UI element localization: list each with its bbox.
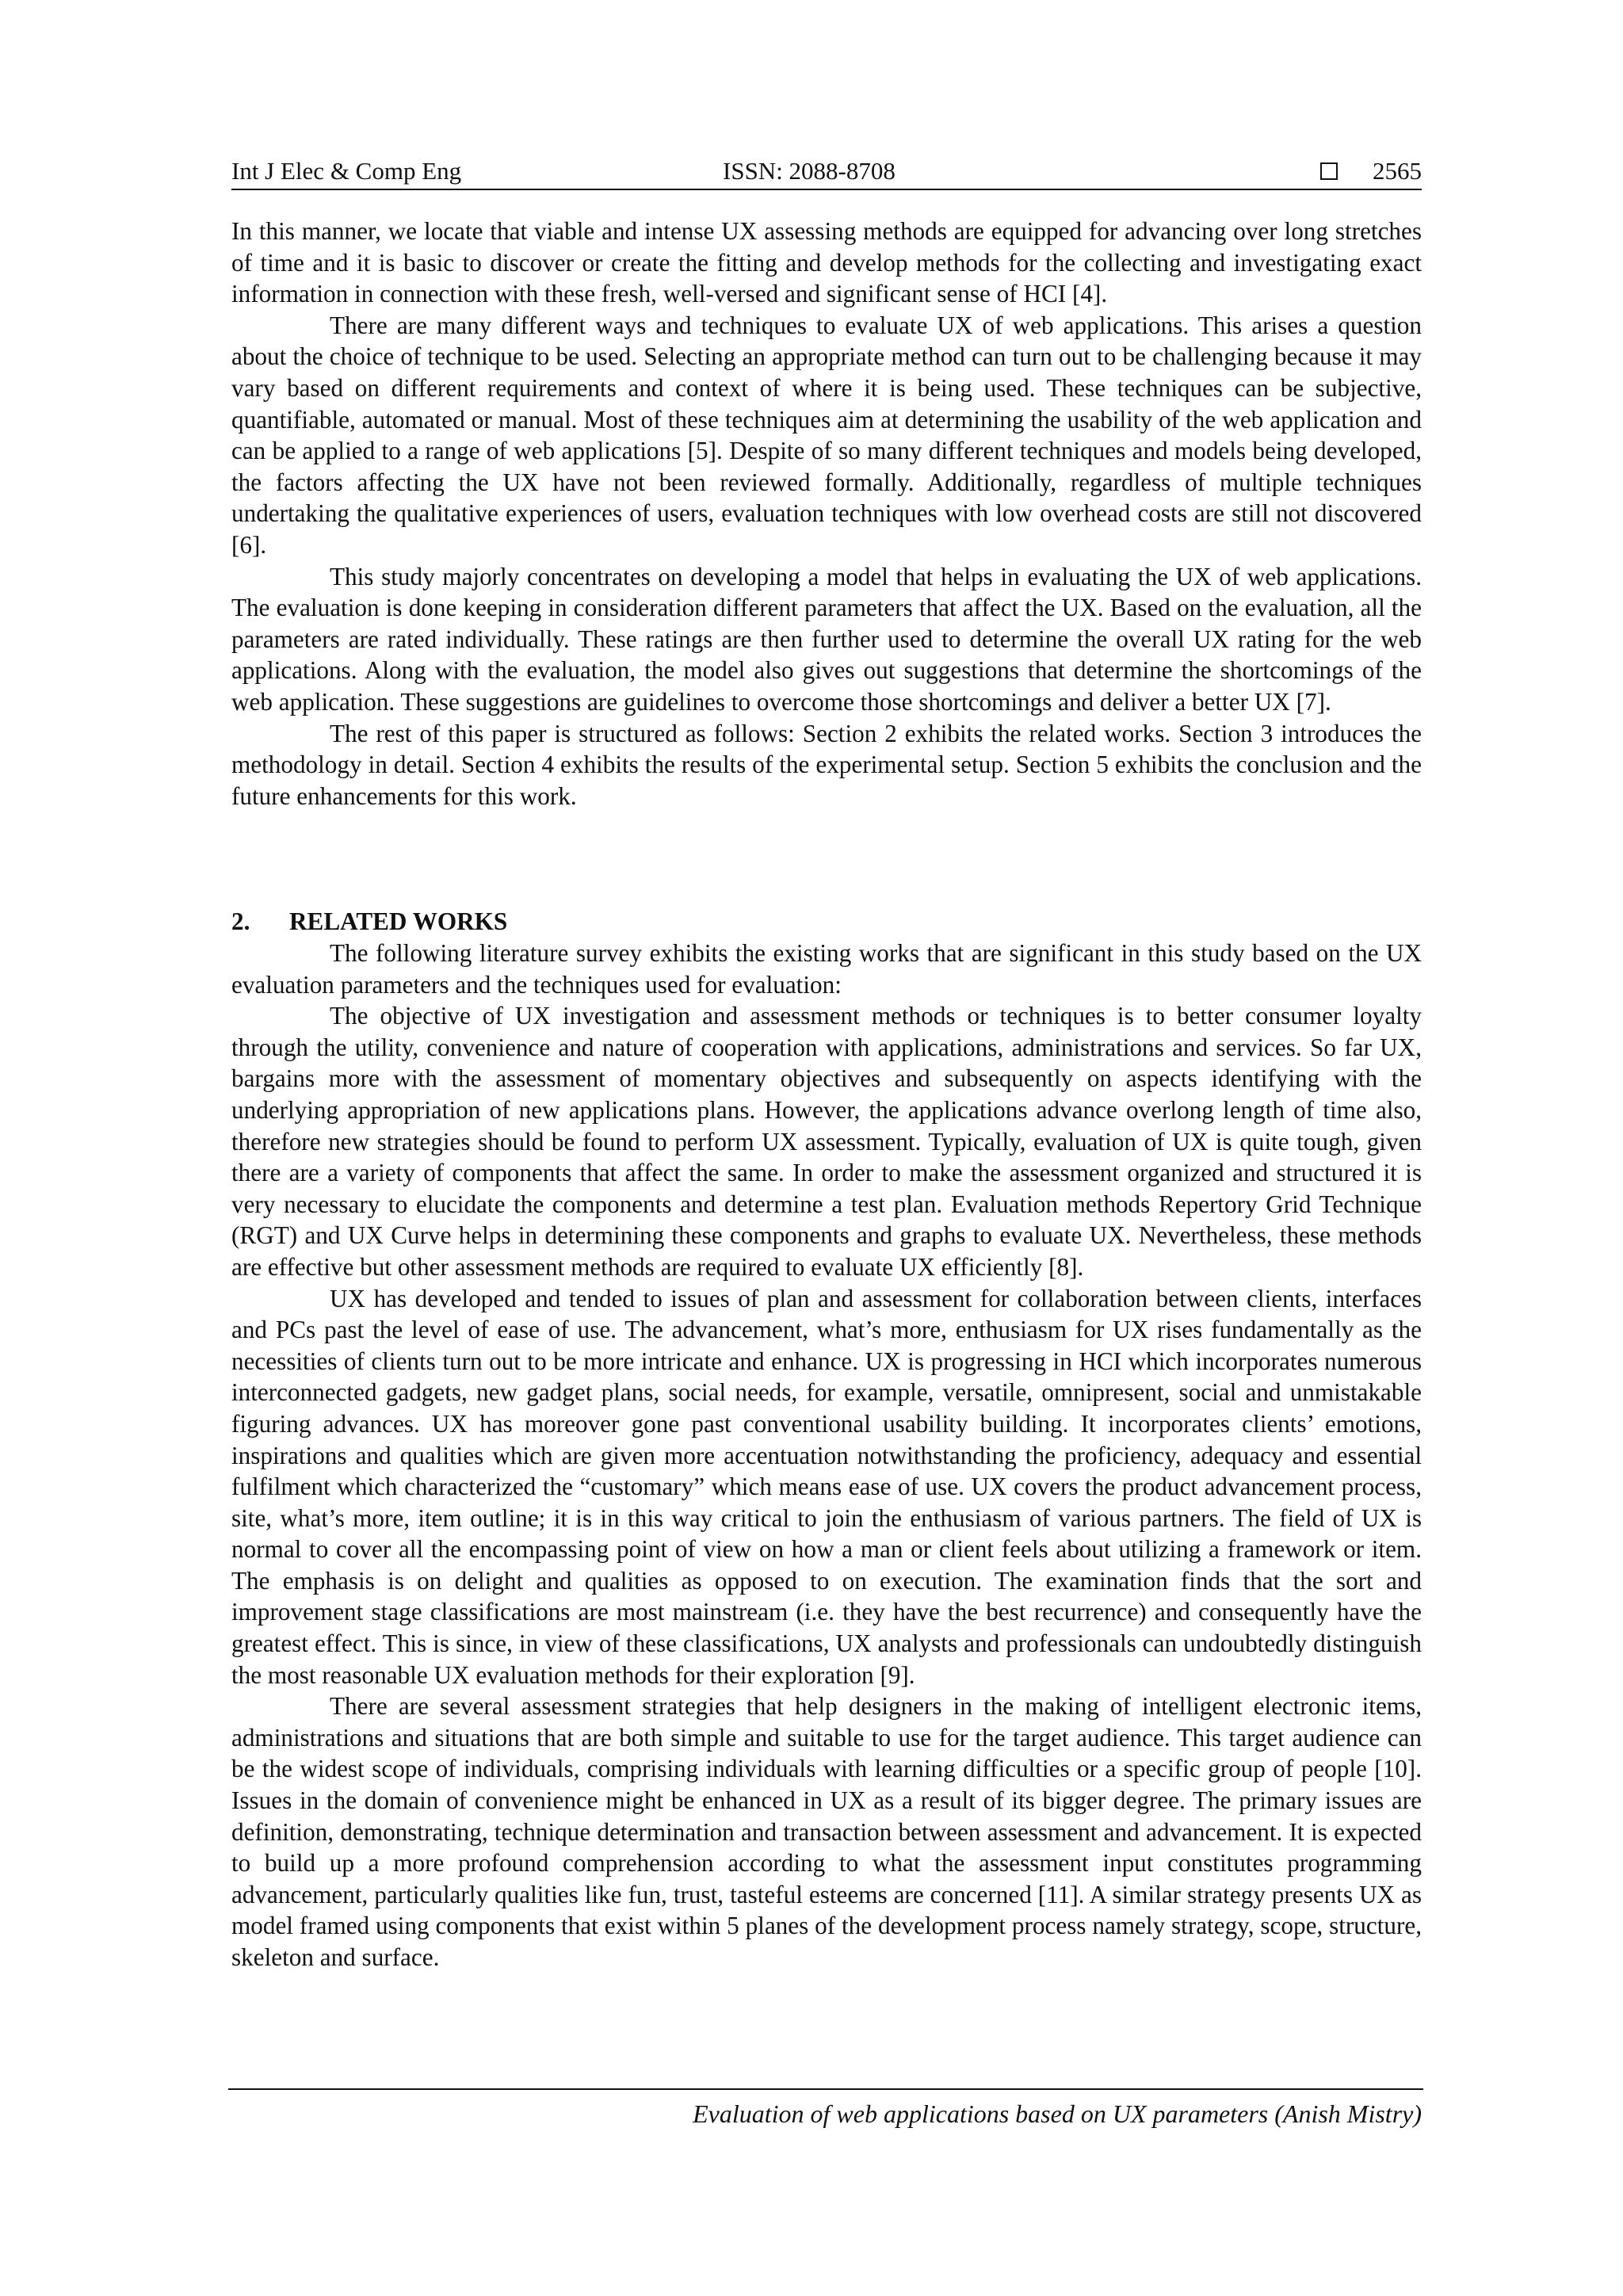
related-works-section [231, 938, 1422, 1973]
section-title-text: RELATED WORKS [289, 907, 508, 935]
section-heading [231, 906, 1422, 938]
related-paragraph-2: The objective of UX investigation and assessment methods or techniques is to better consumer loyalty through the utility, convenience and nature of cooperation with applications, administrations and services. So far UX, bargains more with the assessment of momentary objectives and subsequently on aspects identifying with the underlying appropriation of new applications plans. However, the applications advance overlong length of time also, therefore new strategies should be found to perform UX assessment. Typically, evaluation of UX is quite tough, given there are a variety of components that affect the same. In order to make the assessment organized and structured it is very necessary to elucidate the components and determine a test plan. Evaluation methods Repertory Grid Technique (RGT) and UX Curve helps in determining these components and graphs to evaluate UX. Nevertheless, these methods are effective but other assessment methods are required to evaluate UX efficiently [8]. [231, 1002, 1422, 1281]
running-header [231, 152, 1422, 190]
related-paragraph-4: There are several assessment strategies that help designers in the making of intelligent electronic items, administrations and situations that are both simple and suitable to use for the target audience. This target audience can be the widest scope of individuals, comprising individuals with learning difficulties or a specific group of people [10]. Issues in the domain of convenience might be enhanced in UX as a result of its bigger degree. The primary issues are definition, demonstrating, technique determination and transaction between assessment and advancement. It is expected to build up a more profound comprehension according to what the assessment input constitutes programming advancement, particularly qualities like fun, trust, tasteful esteems are concerned [11]. A similar strategy presents UX as model framed using components that exist within 5 planes of the development process namely strategy, scope, structure, skeleton and surface. [231, 1692, 1422, 1971]
header-rule [231, 189, 1422, 190]
footer-rule [228, 2088, 1423, 2090]
intro-section [231, 216, 1422, 812]
running-footer: Evaluation of web applications based on UX parameters (Anish Mistry) [693, 2099, 1422, 2128]
related-paragraph-3: UX has developed and tended to issues of plan and assessment for collaboration between clients, interfaces and PCs past the level of ease of use. The advancement, what’s more, enthusiasm for UX rises fundamentally as the necessities of clients turn out to be more intricate and enhance. UX is progressing in HCI which incorporates numerous interconnected gadgets, new gadget plans, social needs, for example, versatile, omnipresent, social and unmistakable figuring advances. UX has moreover gone past conventional usability building. It incorporates clients’ emotions, inspirations and qualities which are given more accentuation notwithstanding the proficiency, adequacy and essential fulfilment which characterized the “customary” which means ease of use. UX covers the product advancement process, site, what’s more, item outline; it is in this way critical to join the enthusiasm of various partners. The field of UX is normal to cover all the encompassing point of view on how a man or client feels about utilizing a framework or item. The emphasis is on delight and qualities as opposed to on execution. The examination finds that the sort and improvement stage classifications are most mainstream (i.e. they have the best recurrence) and consequently have the greatest effect. This is since, in view of these classifications, UX analysts and professionals can undoubtedly distinguish the most reasonable UX evaluation methods for their exploration [9]. [231, 1284, 1422, 1689]
related-paragraph-1: The following literature survey exhibits the existing works that are significant in this study based on the UX evaluation parameters and the techniques used for evaluation: [231, 939, 1422, 999]
issn-label: ISSN: 2088-8708 [723, 157, 896, 185]
journal-name: Int J Elec & Comp Eng [231, 157, 462, 185]
page-number: 2565 [1373, 157, 1422, 185]
square-outline-icon [1320, 162, 1338, 180]
intro-paragraph-4: The rest of this paper is structured as follows: Section 2 exhibits the related works. Section 3 introduces the methodology in detail. Section 4 exhibits the results of the experimental setup. Section 5 exhibits the conclusion and the future enhancements for this work. [231, 719, 1422, 810]
section-number: 2. [231, 907, 250, 935]
intro-paragraph-2: There are many different ways and techniques to evaluate UX of web applications. This arises a question about the choice of technique to be used. Selecting an appropriate method can turn out to be challenging because it may vary based on different requirements and context of where it is being used. These techniques can be subjective, quantifiable, automated or manual. Most of these techniques aim at determining the usability of the web application and can be applied to a range of web applications [5]. Despite of so many different techniques and models being developed, the factors affecting the UX have not been reviewed formally. Additionally, regardless of multiple techniques undertaking the qualitative experiences of users, evaluation techniques with low overhead costs are still not discovered [6]. [231, 311, 1422, 559]
intro-paragraph-1: In this manner, we locate that viable and intense UX assessing methods are equipped for advancing over long stretches of time and it is basic to discover or create the fitting and develop methods for the collecting and investigating exact information in connection with these fresh, well-versed and significant sense of HCI [4]. [231, 217, 1422, 308]
page-number-group [1320, 152, 1422, 190]
intro-paragraph-3: This study majorly concentrates on developing a model that helps in evaluating the UX of web applications. The evaluation is done keeping in consideration different parameters that affect the UX. Based on the evaluation, all the parameters are rated individually. These ratings are then further used to determine the overall UX rating for the web applications. Along with the evaluation, the model also gives out suggestions that determine the shortcomings of the web application. These suggestions are guidelines to overcome those shortcomings and deliver a better UX [7]. [231, 562, 1422, 716]
